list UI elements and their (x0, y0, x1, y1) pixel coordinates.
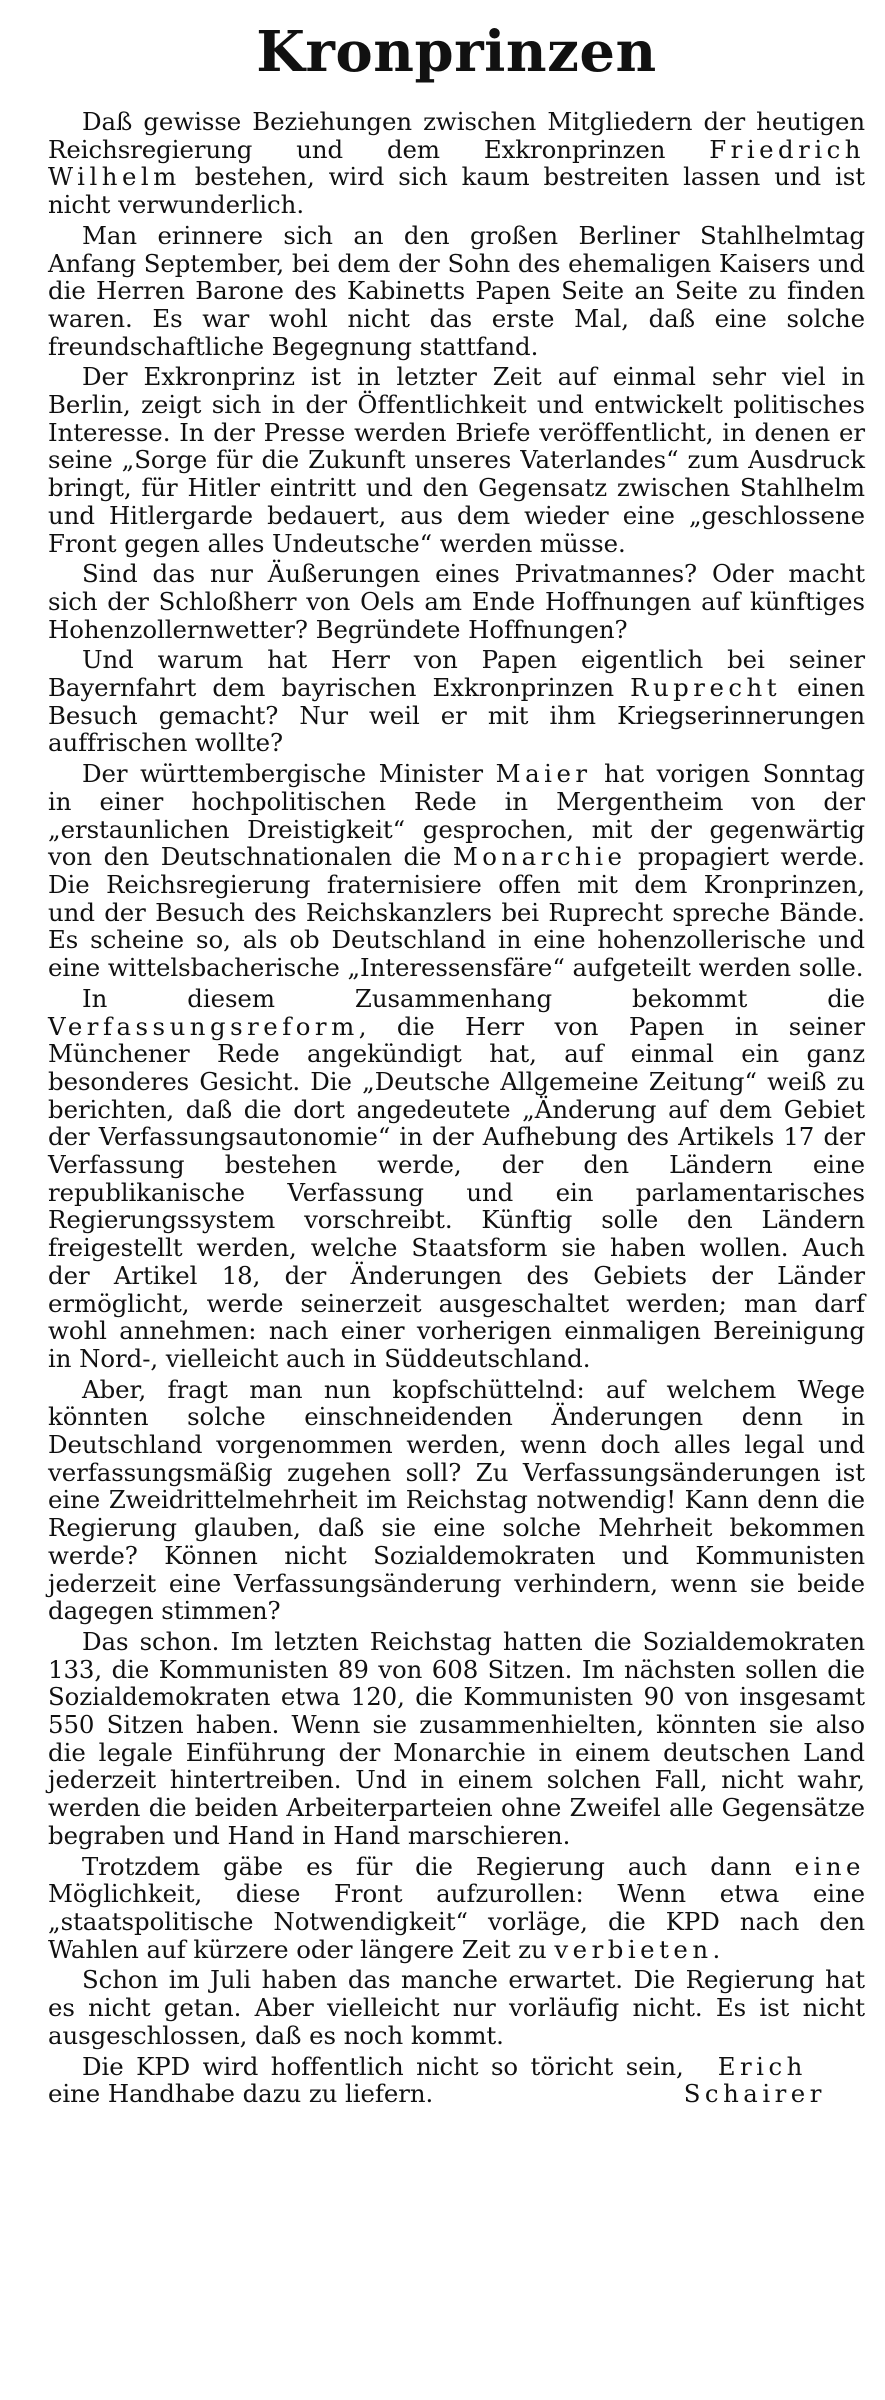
paragraph-1: Daß gewisse Beziehungen zwischen Mitgliedern der heutigen Reichsregierung und dem Exkronprinzen Friedrich Wilhelm bestehen, wird sich kaum bestreiten lassen und ist nicht verwunderlich. (48, 107, 865, 220)
paragraph-9: Das schon. Im letzten Reichstag hatten die Sozialdemokraten 133, die Kommunisten 89 von 608 Sitzen. Im nächsten sollen die Sozialdemokraten etwa 120, die Kommunisten 90 von insgesamt 550 Sitzen haben. Wenn sie zusammenhielten, könnten sie also die legale Einführung der Monarchie in einem deutschen Land jederzeit hintertreiben. Und in einem solchen Fall, nicht wahr, werden die beiden Arbeiterparteien ohne Zweifel alle Gegensätze begraben und Hand in Hand marschieren. (48, 1626, 865, 1850)
emphasized-name: Ruprecht (630, 673, 782, 703)
paragraph-2: Man erinnere sich an den großen Berliner Stahlhelmtag Anfang September, bei dem der Sohn des ehemaligen Kaisers und die Herren Barone des Kabinetts Papen Seite an Seite zu finden waren. Es war wohl nicht das erste Mal, daß eine solche freundschaftliche Begegnung stattfand. (48, 220, 865, 361)
paragraph-5: Und warum hat Herr von Papen eigentlich bei seiner Bayernfahrt dem bayrischen Exkronprinzen Ruprecht einen Besuch gemacht? Nur weil er mit ihm Kriegserinnerungen auffrischen wollte? (48, 645, 865, 758)
emphasized-word: verbieten (554, 1934, 713, 1964)
paragraph-3: Der Exkronprinz ist in letzter Zeit auf einmal sehr viel in Berlin, zeigt sich in der Öffentlichkeit und entwickelt politisches Interesse. In der Presse werden Briefe veröffentlicht, in denen er seine „Sorge für die Zukunft unseres Vaterlandes“ zum Ausdruck bringt, für Hitler eintritt und den Gegensatz zwischen Stahlhelm und Hitlergarde bedauert, aus dem wieder eine „geschlossene Front gegen alles Undeutsche“ werden müsse. (48, 362, 865, 558)
author-signature: Erich Schairer (683, 2051, 826, 2109)
emphasized-word: eine (794, 1851, 865, 1881)
emphasized-name: Maier (495, 759, 592, 789)
article-title: Kronprinzen (256, 19, 657, 85)
article-body (48, 108, 865, 2108)
paragraph-12: Die KPD wird hoffentlich nicht so töricht sein, eine Handhabe dazu zu liefern. Erich Schairer (48, 2053, 865, 2108)
paragraph-11: Schon im Juli haben das manche erwartet. Die Regierung hat es nicht getan. Aber vielleicht nur vorläufig nicht. Es ist nicht ausgeschlossen, daß es noch kommt. (48, 1965, 865, 2050)
paragraph-7: In diesem Zusammenhang bekommt die Verfassungsreform, die Herr von Papen in seiner Münchener Rede angekündigt hat, auf einmal ein ganz besonderes Gesicht. Die „Deutsche Allgemeine Zeitung“ weiß zu berichten, daß die dort angedeutete „Änderung auf dem Gebiet der Verfassungsautonomie“ in der Aufhebung des Artikels 17 der Verfassung bestehen werde, der den Ländern eine republikanische Verfassung und ein parlamentarisches Regierungssystem vorschreibt. Künftig solle den Ländern freigestellt werden, welche Staatsform sie haben wollen. Auch der Artikel 18, der Änderungen des Gebiets der Länder ermöglicht, werde seinerzeit ausgeschaltet werden; man darf wohl annehmen: nach einer vorherigen einmaligen Bereinigung in Nord-, vielleicht auch in Süddeutschland. (48, 983, 865, 1373)
paragraph-10: Trotzdem gäbe es für die Regierung auch dann eine Möglichkeit, diese Front aufzurollen: Wenn etwa eine „staatspolitische Notwendigkeit“ vorläge, die KPD nach den Wahlen auf kürzere oder längere Zeit zu verbieten. (48, 1851, 865, 1964)
emphasized-word: Verfassungsreform (48, 1011, 359, 1041)
paragraph-6: Der württembergische Minister Maier hat vorigen Sonntag in einer hochpolitischen Rede in Mergentheim von der „erstaunlichen Dreistigkeit“ gesprochen, mit der gegenwärtig von den Deutschnationalen die Monarchie propagiert werde. Die Reichsregierung fraternisiere offen mit dem Kronprinzen, und der Besuch des Reichskanzlers bei Ruprecht spreche Bände. Es scheine so, als ob Deutschland in eine hohenzollerische und eine wittelsbacherische „Interessensfäre“ aufgeteilt werden solle. (48, 759, 865, 983)
emphasized-word: Monarchie (452, 842, 627, 872)
emphasized-name: Friedrich Wilhelm (48, 134, 865, 192)
paragraph-8: Aber, fragt man nun kopfschüttelnd: auf welchem Wege könnten solche einschneidenden Änderungen denn in Deutschland vorgenommen werden, wenn doch alles legal und verfassungsmäßig zugehen soll? Zu Verfassungsänderungen ist eine Zweidrittelmehrheit im Reichstag notwendig! Kann denn die Regierung glauben, daß sie eine solche Mehrheit bekommen werde? Können nicht Sozialdemokraten und Kommunisten jederzeit eine Verfassungsänderung verhindern, wenn sie beide dagegen stimmen? (48, 1374, 865, 1626)
paragraph-4: Sind das nur Äußerungen eines Privatmannes? Oder macht sich der Schloßherr von Oels am Ende Hoffnungen auf künftiges Hohenzollernwetter? Begründete Hoffnungen? (48, 559, 865, 644)
